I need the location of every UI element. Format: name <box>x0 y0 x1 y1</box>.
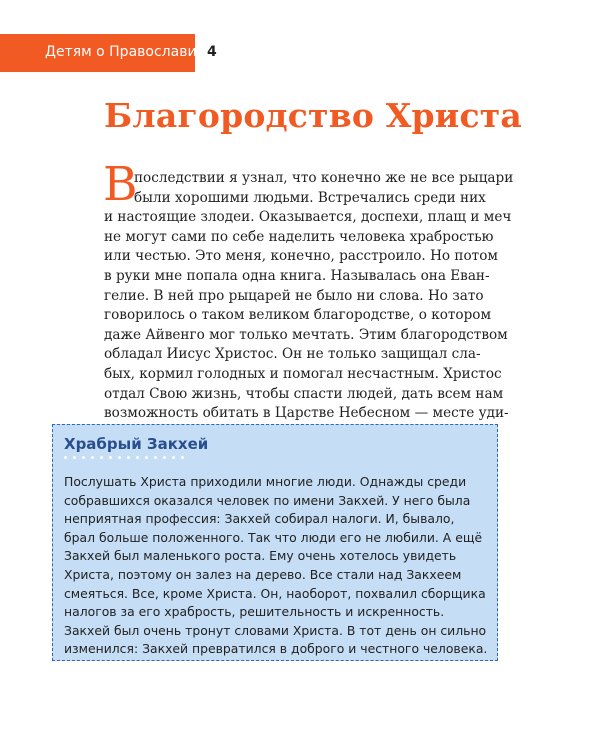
body-line: даже Айвенго мог только мечтать. Этим благородством <box>104 326 508 343</box>
box-line: неприятная профессия: Закхей собирал налоги. И, бывало, <box>64 511 455 527</box>
body-line: в руки мне попала одна книга. Называлась она Еван- <box>104 267 490 284</box>
box-line: собравшихся оказался человек по имени Закхей. У него была <box>64 492 471 508</box>
box-line: смеяться. Все, кроме Христа. Он, наоборот, похвалил сборщика <box>64 585 486 601</box>
drop-cap: В <box>103 157 138 212</box>
body-line: или честью. Это меня, конечно, расстроило. Но потом <box>104 248 498 265</box>
box-line: изменился: Закхей превратился в доброго и честного человека. <box>64 641 488 657</box>
article-title: Благородство Христа <box>104 96 523 135</box>
section-title: Детям о Православии <box>45 44 206 60</box>
body-line: и настоящие злодеи. Оказывается, доспехи, плащ и меч <box>104 209 512 226</box>
box-title: Храбрый Закхей <box>64 435 209 453</box>
body-line: гелие. В ней про рыцарей не было ни слова. Но зато <box>104 287 484 304</box>
article-body <box>103 157 514 443</box>
box-line: Послушать Христа приходили многие люди. Однажды среди <box>64 474 467 489</box>
page-number: 4 <box>207 44 217 60</box>
body-line: последствии я узнал, что конечно же не все рыцари <box>134 170 514 186</box>
body-line: бых, кормил голодных и помогал несчастным. Христос <box>104 365 502 382</box>
sidebar-box <box>52 424 498 661</box>
body-line: были хорошими людьми. Встречались среди них <box>134 189 486 206</box>
body-line: не могут сами по себе наделить человека храбростью <box>104 228 494 245</box>
box-line: налогов за его храбрость, решительность и искренность. <box>64 604 445 620</box>
body-line: отдал Свою жизнь, чтобы спасти людей, дать всем нам <box>104 385 504 402</box>
box-line: Закхей был маленького роста. Ему очень хотелось увидеть <box>64 548 457 564</box>
body-line: говорилось о таком великом благородстве, о котором <box>104 307 492 324</box>
box-body <box>64 473 487 659</box>
dotted-divider <box>64 456 184 459</box>
box-line: брал больше положенного. Так что люди его не любили. А ещё <box>64 529 483 545</box>
box-line: Закхей был очень тронут словами Христа. В тот день он сильно <box>64 622 487 638</box>
body-line: обладал Иисус Христос. Он не только защищал сла- <box>104 346 481 363</box>
box-line: Христа, поэтому он залез на дерево. Все стали над Закхеем <box>64 566 462 582</box>
body-line: возможность обитать в Царстве Небесном — месте уди- <box>104 405 509 422</box>
